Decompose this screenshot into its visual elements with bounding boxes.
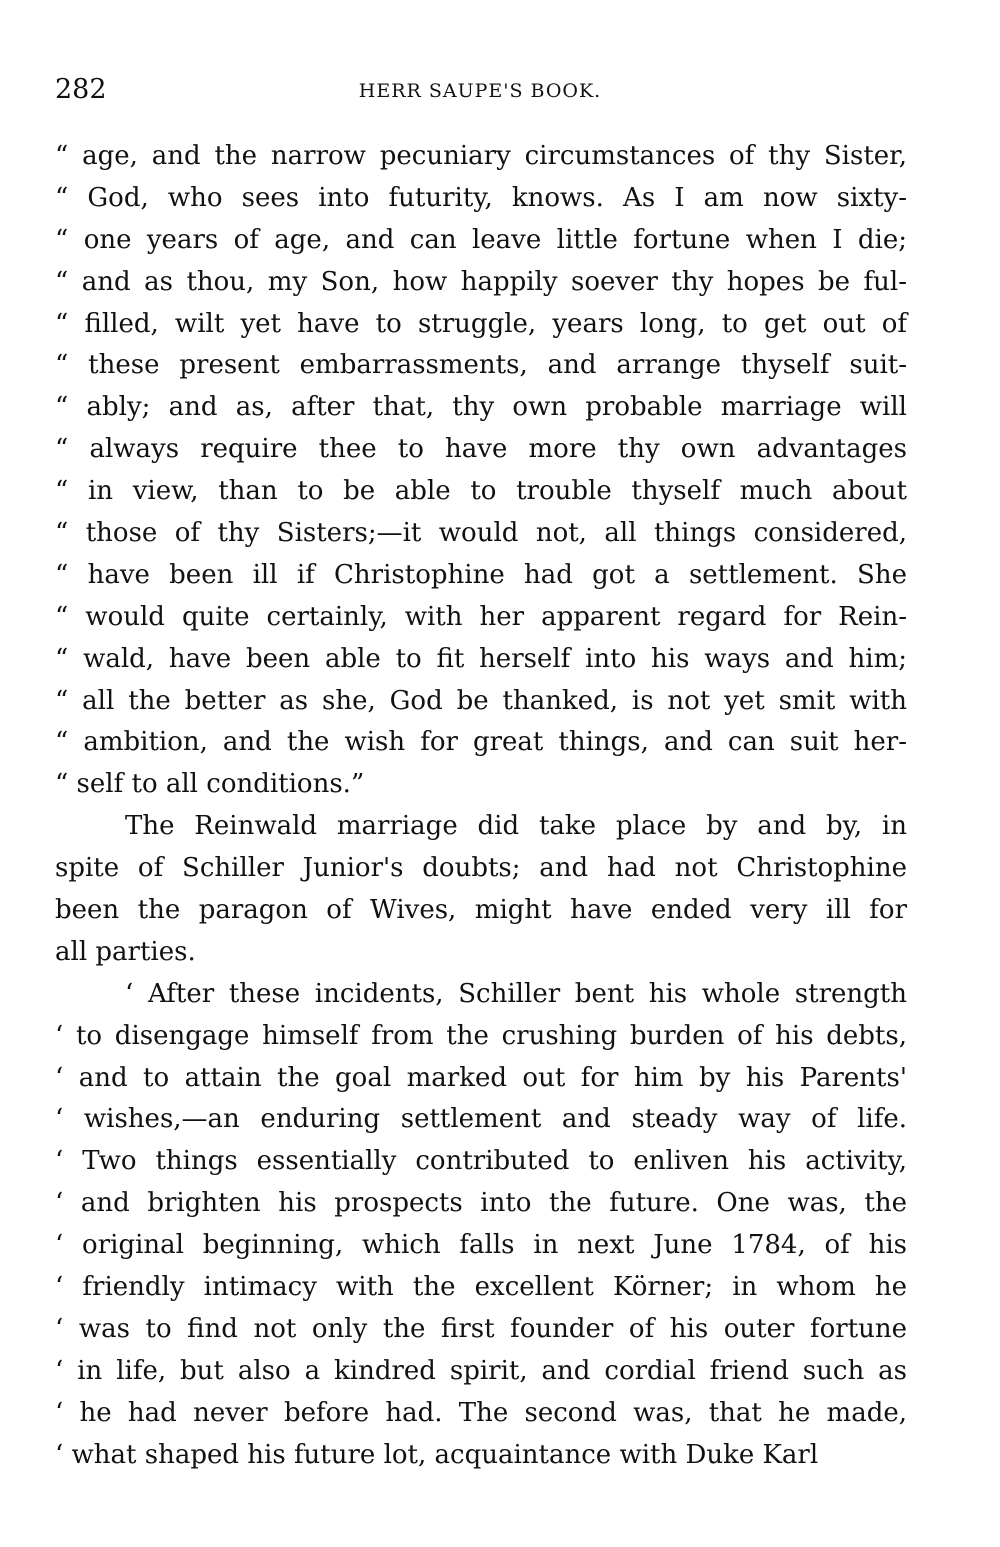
text-line: “ one years of age, and can leave little fortune when I die; [55,224,907,255]
running-title: HERR SAUPE'S BOOK. [358,80,602,102]
text-line: “ God, who sees into futurity, knows. As I am now sixty- [55,182,907,213]
text-line: “ self to all conditions.” [55,769,365,800]
page-body [55,136,907,1477]
text-line: “ wald, have been able to fit herself into his ways and him; [55,643,907,674]
text-line: ‘ he had never before had. The second was, that he made, [55,1397,907,1428]
text-line: “ have been ill if Christophine had got a settlement. She [55,559,907,590]
paragraph [55,974,907,1477]
text-line: “ ably; and as, after that, thy own probable marriage will [55,392,907,423]
text-line: ‘ friendly intimacy with the excellent Körner; in whom he [55,1272,907,1303]
text-line: ‘ in life, but also a kindred spirit, and cordial friend such as [55,1355,907,1386]
text-line: ‘ wishes,—an enduring settlement and steady way of life. [55,1104,907,1135]
text-line: “ age, and the narrow pecuniary circumstances of thy Sister, [55,141,907,171]
paragraph [55,136,907,806]
text-line: been the paragon of Wives, might have ended very ill for [55,895,907,926]
text-line: “ all the better as she, God be thanked, is not yet smit with [55,685,907,716]
text-line: “ these present embarrassments, and arrange thyself suit- [55,350,907,381]
text-line: ‘ what shaped his future lot, acquaintance with Duke Karl [55,1439,819,1470]
text-line: “ always require thee to have more thy own advantages [55,434,907,465]
page-number: 282 [55,74,107,105]
text-line: ‘ original beginning, which falls in next June 1784, of his [55,1230,907,1261]
text-line: ‘ and brighten his prospects into the future. One was, the [55,1188,907,1219]
text-line: “ in view, than to be able to trouble thyself much about [55,476,907,507]
text-line: all parties. [55,936,196,967]
text-line: The Reinwald marriage did take place by and by, in [125,811,907,842]
paragraph [55,806,907,974]
text-line: “ and as thou, my Son, how happily soever thy hopes be ful- [55,266,907,297]
page-header [55,74,905,114]
text-line: ‘ Two things essentially contributed to enliven his activity, [55,1146,907,1177]
text-line: ‘ to disengage himself from the crushing burden of his debts, [55,1020,907,1051]
text-line: “ ambition, and the wish for great things, and can suit her- [55,727,907,758]
text-line: ‘ After these incidents, Schiller bent his whole strength [125,978,907,1009]
text-line: ‘ and to attain the goal marked out for him by his Parents' [55,1062,907,1093]
text-line: ‘ was to find not only the first founder of his outer fortune [55,1313,907,1344]
text-line: “ those of thy Sisters;—it would not, all things considered, [55,518,907,549]
text-line: “ would quite certainly, with her apparent regard for Rein- [55,601,907,632]
text-line: spite of Schiller Junior's doubts; and had not Christophine [55,853,907,884]
text-line: “ filled, wilt yet have to struggle, years long, to get out of [55,308,907,339]
